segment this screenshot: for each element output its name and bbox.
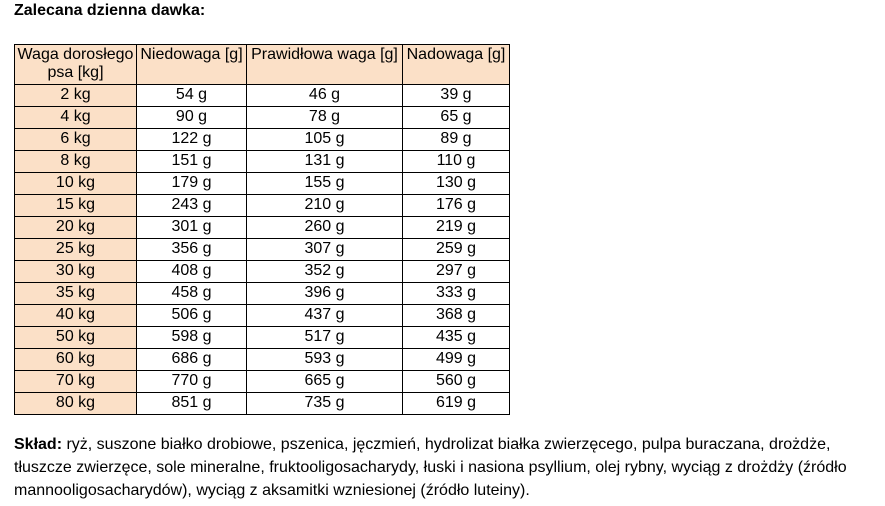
cell-overweight: 219 g	[403, 217, 509, 238]
cell-underweight: 598 g	[137, 327, 246, 348]
composition-paragraph	[14, 433, 879, 502]
cell-underweight: 122 g	[137, 129, 246, 150]
cell-normal-weight: 396 g	[247, 283, 402, 304]
cell-underweight: 151 g	[137, 151, 246, 172]
cell-dog-weight: 6 kg	[15, 129, 136, 150]
cell-normal-weight: 352 g	[247, 261, 402, 282]
cell-normal-weight: 78 g	[247, 107, 402, 128]
cell-overweight: 89 g	[403, 129, 509, 150]
cell-dog-weight: 60 kg	[15, 349, 136, 370]
cell-normal-weight: 46 g	[247, 85, 402, 106]
cell-overweight: 435 g	[403, 327, 509, 348]
cell-dog-weight: 30 kg	[15, 261, 136, 282]
cell-dog-weight: 8 kg	[15, 151, 136, 172]
cell-normal-weight: 665 g	[247, 371, 402, 392]
cell-normal-weight: 307 g	[247, 239, 402, 260]
cell-normal-weight: 437 g	[247, 305, 402, 326]
cell-dog-weight: 2 kg	[15, 85, 136, 106]
column-header-normal-weight: Prawidłowa waga [g]	[247, 45, 402, 84]
cell-underweight: 851 g	[137, 393, 246, 414]
cell-overweight: 259 g	[403, 239, 509, 260]
cell-underweight: 243 g	[137, 195, 246, 216]
cell-normal-weight: 517 g	[247, 327, 402, 348]
table-header-row	[15, 45, 509, 84]
cell-overweight: 368 g	[403, 305, 509, 326]
table-row	[15, 85, 509, 106]
cell-normal-weight: 131 g	[247, 151, 402, 172]
cell-normal-weight: 155 g	[247, 173, 402, 194]
cell-underweight: 506 g	[137, 305, 246, 326]
cell-overweight: 297 g	[403, 261, 509, 282]
cell-dog-weight: 4 kg	[15, 107, 136, 128]
cell-underweight: 686 g	[137, 349, 246, 370]
table-row	[15, 151, 509, 172]
cell-underweight: 458 g	[137, 283, 246, 304]
table-row	[15, 173, 509, 194]
column-header-overweight: Nadowaga [g]	[403, 45, 509, 84]
table-row	[15, 107, 509, 128]
column-header-dog-weight: Waga dorosłego psa [kg]	[15, 45, 136, 84]
cell-dog-weight: 15 kg	[15, 195, 136, 216]
cell-underweight: 90 g	[137, 107, 246, 128]
cell-overweight: 333 g	[403, 283, 509, 304]
cell-normal-weight: 593 g	[247, 349, 402, 370]
table-row	[15, 217, 509, 238]
cell-dog-weight: 20 kg	[15, 217, 136, 238]
composition-label: Skład:	[14, 436, 63, 453]
section-heading: Zalecana dzienna dawka:	[14, 2, 206, 19]
table-row	[15, 393, 509, 414]
table-row	[15, 239, 509, 260]
table-row	[15, 261, 509, 282]
cell-dog-weight: 50 kg	[15, 327, 136, 348]
table-row	[15, 305, 509, 326]
cell-overweight: 130 g	[403, 173, 509, 194]
composition-text: ryż, suszone białko drobiowe, pszenica, jęczmień, hydrolizat białka zwierzęcego, pulpa buraczana, drożdże, tłuszcze zwierzęce, sole mineralne, fruktooligosacharydy, łuski i nasiona psyllium, olej rybny, wyciąg z drożdży (źródło mannooligosacharydów), wyciąg z aksamitki wzniesionej (źródło luteiny).	[14, 436, 847, 499]
cell-overweight: 39 g	[403, 85, 509, 106]
cell-dog-weight: 80 kg	[15, 393, 136, 414]
cell-normal-weight: 735 g	[247, 393, 402, 414]
table-row	[15, 195, 509, 216]
cell-underweight: 408 g	[137, 261, 246, 282]
cell-dog-weight: 10 kg	[15, 173, 136, 194]
cell-overweight: 619 g	[403, 393, 509, 414]
table-row	[15, 283, 509, 304]
cell-overweight: 499 g	[403, 349, 509, 370]
cell-underweight: 179 g	[137, 173, 246, 194]
table-body	[15, 85, 509, 414]
table-row	[15, 371, 509, 392]
cell-overweight: 176 g	[403, 195, 509, 216]
cell-underweight: 301 g	[137, 217, 246, 238]
cell-underweight: 356 g	[137, 239, 246, 260]
column-header-underweight: Niedowaga [g]	[137, 45, 246, 84]
cell-underweight: 54 g	[137, 85, 246, 106]
cell-underweight: 770 g	[137, 371, 246, 392]
cell-dog-weight: 25 kg	[15, 239, 136, 260]
cell-dog-weight: 35 kg	[15, 283, 136, 304]
table-row	[15, 349, 509, 370]
table-row	[15, 129, 509, 150]
cell-dog-weight: 70 kg	[15, 371, 136, 392]
cell-overweight: 110 g	[403, 151, 509, 172]
cell-normal-weight: 105 g	[247, 129, 402, 150]
table-row	[15, 327, 509, 348]
cell-dog-weight: 40 kg	[15, 305, 136, 326]
cell-overweight: 65 g	[403, 107, 509, 128]
cell-normal-weight: 210 g	[247, 195, 402, 216]
cell-normal-weight: 260 g	[247, 217, 402, 238]
cell-overweight: 560 g	[403, 371, 509, 392]
daily-dose-table	[14, 44, 510, 415]
